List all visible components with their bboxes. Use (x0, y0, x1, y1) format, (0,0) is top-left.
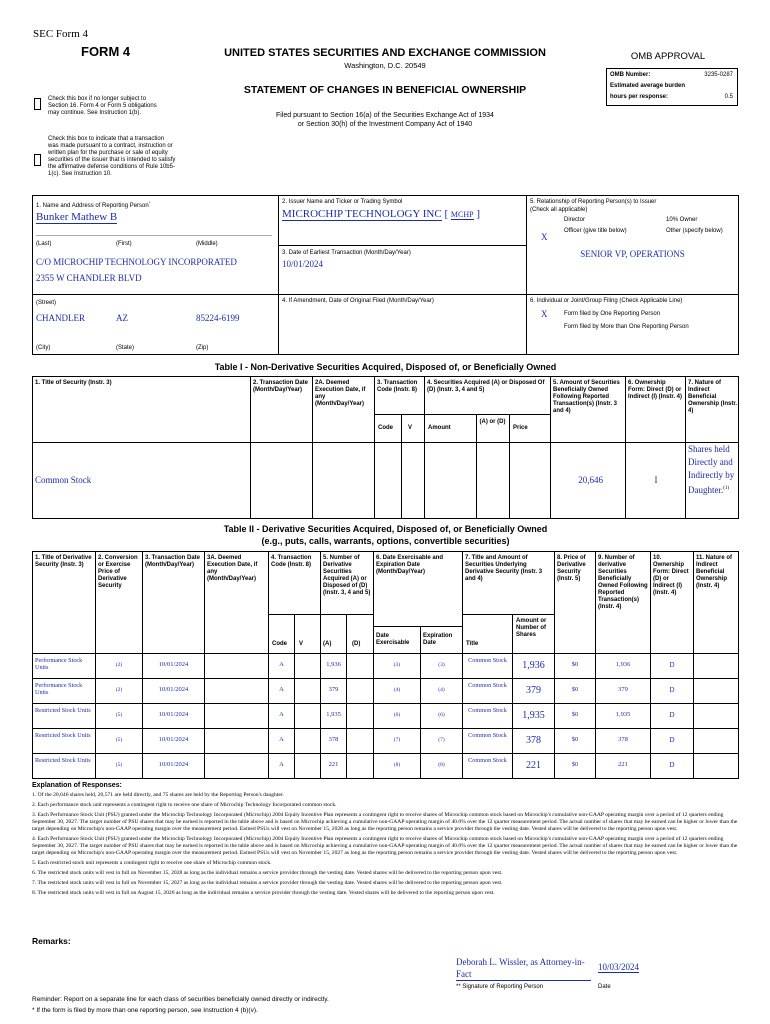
officer-title: SENIOR VP, OPERATIONS (580, 249, 685, 259)
t2-cell-date: 10/01/2024 (158, 711, 189, 718)
t2-cell-deriv-price: $0 (571, 761, 579, 768)
earliest-date-label: 3. Date of Earliest Transaction (Month/Day/Year) (282, 250, 411, 256)
t2-cell-price: (5) (115, 712, 123, 718)
t2-cell-und-title: Common Stock (468, 732, 507, 739)
t2-cell-form: D (669, 761, 675, 769)
t1-h-form: 6. Ownership Form: Direct (D) or Indirect (I) (Instr. 4) (628, 380, 683, 400)
t2-cell-title: Restricted Stock Units (35, 732, 91, 739)
omb-hours-value: 0.5 (724, 94, 733, 100)
issuer-name[interactable]: MICROCHIP TECHNOLOGY INC (282, 208, 442, 220)
t2-cell-amount: 1,935 (326, 711, 341, 718)
note-7: 7. The restricted stock units will vest in full on November 15, 2027 as long as the individual remains a service provider through the vesting date. Vested shares will be delivered to the reporting person upon vest. (32, 880, 503, 886)
omb-number-value: 3235-0287 (704, 72, 733, 78)
t2-h-exercisable: 6. Date Exercisable and Expiration Date (Month/Day/Year) (376, 555, 444, 575)
t2-cell-und-title: Common Stock (468, 682, 507, 689)
address-street: 2355 W CHANDLER BLVD (36, 273, 142, 283)
filing-label: 6. Individual or Joint/Group Filing (Check Applicable Line) (530, 298, 683, 304)
t2-cell-title: Performance Stock Units (35, 657, 83, 671)
t2-cell-price: (5) (115, 737, 123, 743)
t2-cell-owned: 1,935 (615, 711, 631, 718)
t2-cell-form: D (669, 736, 675, 744)
t2-h-sub-exercisable: Date Exercisable (376, 633, 410, 646)
t2-cell-und-title: Common Stock (468, 657, 507, 664)
t1-h-sub-amount: Amount (428, 425, 451, 431)
note-2: 2. Each performance stock unit represents a contingent right to receive one share of Microchip Technology Incorporated common stock. (32, 802, 337, 808)
t2-cell-form: D (669, 686, 675, 694)
t2-cell-owned: 378 (618, 736, 628, 743)
issuer-name-line: MICROCHIP TECHNOLOGY INC [ MCHP ] (282, 208, 480, 220)
t2-cell-expiration: (6) (438, 712, 445, 718)
note-5: 5. Each restricted stock unit represents a contingent right to receive one share of Microchip common stock. (32, 860, 272, 866)
filed-pursuant-2: or Section 30(h) of the Investment Company Act of 1940 (297, 121, 473, 128)
officer-mark[interactable]: X (541, 232, 548, 242)
t2-h-form: 10. Ownership Form: Direct (D) or Indirect (I) (Instr. 4) (653, 555, 689, 596)
signature-label: ** Signature of Reporting Person (456, 984, 544, 990)
t2-h-date: 3. Transaction Date (Month/Day/Year) (145, 555, 201, 568)
t1-h-sub-code: Code (378, 425, 393, 431)
t2-cell-expiration: (4) (438, 687, 445, 693)
omb-burden-label: Estimated average burden (610, 83, 686, 89)
t2-cell-deriv-price: $0 (571, 661, 579, 668)
statement-title: STATEMENT OF CHANGES IN BENEFICIAL OWNERSHIP (243, 84, 527, 96)
t2-cell-code: A (279, 761, 284, 768)
remarks-title: Remarks: (32, 936, 71, 946)
t1-h-date: 2. Transaction Date (Month/Day/Year) (253, 380, 309, 393)
issuer-ticker[interactable]: MCHP (450, 210, 474, 219)
t2-cell-date: 10/01/2024 (158, 661, 189, 668)
t2-cell-amount: 221 (328, 761, 339, 768)
t2-cell-und-amount: 1,935 (522, 710, 545, 721)
middle-label: (Middle) (196, 241, 218, 247)
t2-cell-exercisable: (8) (393, 762, 401, 768)
officer-label: Officer (give title below) (564, 228, 627, 234)
t1-h-deemed: 2A. Deemed Execution Date, if any (Month/Day/Year) (315, 380, 366, 407)
t2-cell-owned: 379 (618, 686, 628, 693)
address-city: CHANDLER (36, 313, 85, 323)
t2-cell-und-amount: 379 (526, 685, 541, 696)
note-1: 1. Of the 20,646 shares held, 20,571 are held directly, and 75 shares are held by the Reporting Person's daughter. (32, 792, 284, 798)
t2-cell-expiration: (3) (438, 662, 445, 668)
t2-cell-deriv-price: $0 (571, 711, 579, 718)
signature-date-label: Date (598, 984, 611, 990)
t2-cell-code: A (279, 661, 284, 668)
t2-cell-und-amount: 1,936 (522, 660, 545, 671)
t1-h-acquired: 4. Securities Acquired (A) or Disposed Of (D) (Instr. 3, 4 and 5) (427, 380, 545, 393)
t1-row-nature: Shares held Directly and Indirectly by Daughter.$^{(1)}$ (688, 444, 735, 495)
explanation-notes (32, 792, 738, 900)
t1-h-code: 3. Transaction Code (Instr. 8) (377, 380, 418, 393)
rule10b5-checkbox[interactable] (34, 154, 41, 166)
t1-h-sub-aord: (A) or (D) (479, 419, 506, 425)
t2-cell-date: 10/01/2024 (158, 686, 189, 693)
t2-h-sub-amount: Amount or Number of Shares (516, 618, 547, 638)
other-label: Other (specify below) (666, 228, 723, 234)
note-4: 4. Each Performance Stock Unit (PSU) granted under the Microchip Technology Incorporated (Microchip) 2004 Equity Incentive Plan represents a contingent right to receive shares of Microchip common stock based on Microchip's cumulative non-GAAP operating margin over a period of 12 quarters ending September 30, 2027. The target number of PSU shares that may be earned is reported in the table above and is based on Microchip achieving a cumulative non-GAAP operating margin of 40.0% over the 12 quarter measurement period. The actual number of shares that may be earned can be higher or lower than the target depending on Microchip's non-GAAP operating margin over the measurement period. Earned PSUs will vest on November 15, 2027 as long as the reporting person remains a service provider through the vesting date. Vested shares will be delivered to the reporting person upon vest. (32, 836, 738, 856)
t2-cell-deriv-price: $0 (571, 686, 579, 693)
t2-cell-owned: 221 (618, 761, 628, 768)
t2-cell-amount: 378 (328, 736, 339, 743)
reporting-person-label: 1. Name and Address of Reporting Person* (36, 200, 151, 209)
address-company: C/O MICROCHIP TECHNOLOGY INCORPORATED (36, 257, 237, 267)
signature-name[interactable]: Deborah L. Wissler, as Attorney-in-Fact (456, 956, 591, 981)
table1-title: Table I - Non-Derivative Securities Acquired, Disposed of, or Beneficially Owned (214, 362, 557, 372)
form-name: FORM 4 (81, 44, 131, 59)
t2-cell-und-title: Common Stock (468, 707, 507, 714)
director-label: Director (564, 217, 586, 223)
omb-hours-label: hours per response: (610, 94, 669, 100)
filing-one-mark[interactable]: X (541, 309, 548, 319)
t2-cell-date: 10/01/2024 (158, 736, 189, 743)
t2-h-code: 4. Transaction Code (Instr. 8) (271, 555, 312, 568)
issuer-label: 2. Issuer Name and Ticker or Trading Symbol (282, 199, 403, 205)
t2-cell-exercisable: (6) (393, 712, 401, 718)
note-8: 8. The restricted stock units will vest in full on August 15, 2026 as long as the individual remains a service provider through the vesting date. Vested shares will be delivered to the reporting person upon vest. (32, 890, 495, 896)
omb-number-label: OMB Number: (610, 72, 651, 78)
note-3: 3. Each Performance Stock Unit (PSU) granted under the Microchip Technology Incorporated (Microchip) 2004 Equity Incentive Plan represents a contingent right to receive shares of Microchip common stock based on Microchip's cumulative non-GAAP operating margin over a period of 12 quarters ending September 30, 2027. The target number of PSU shares that may be earned is reported in the table above and is based on Microchip achieving a cumulative non-GAAP operating margin of 40.0% over the 12 quarter measurement period. The actual number of shares that may be earned can be higher or lower than the target depending on Microchip's non-GAAP operating margin over the measurement period. Earned PSUs will vest on November 15, 2028 as long as the reporting person remains a service provider through the vesting date. Vested shares will be delivered to the reporting person upon vest. (32, 812, 738, 832)
omb-title: OMB APPROVAL (630, 51, 706, 62)
relationship-sub: (Check all applicable) (530, 207, 588, 213)
t2-cell-title: Restricted Stock Units (35, 707, 91, 714)
t2-h-number: 5. Number of Derivative Securities Acquired (A) or Disposed of (D) (Instr. 3, 4 and 5) (323, 555, 371, 596)
t2-cell-form: D (669, 711, 675, 719)
t1-h-sub-v: V (408, 425, 413, 431)
t2-h-deemed: 3A. Deemed Execution Date, if any (Month/Day/Year) (207, 555, 258, 582)
table2-title: Table II - Derivative Securities Acquired, Disposed of, or Beneficially Owned (223, 524, 548, 534)
signature-date: 10/03/2024 (598, 962, 640, 972)
agency-name: UNITED STATES SECURITIES AND EXCHANGE COMMISSION (224, 47, 546, 59)
t2-cell-expiration: (7) (438, 737, 445, 743)
t2-cell-title: Restricted Stock Units (35, 757, 91, 764)
t2-cell-amount: 1,936 (326, 661, 341, 668)
t2-cell-deriv-price: $0 (571, 736, 579, 743)
t2-cell-price: (2) (115, 687, 123, 693)
t2-cell-price: (5) (115, 762, 123, 768)
table2-subtitle: (e.g., puts, calls, warrants, options, convertible securities) (261, 536, 510, 546)
t2-cell-price: (2) (115, 662, 123, 668)
agency-city: Washington, D.C. 20549 (344, 61, 426, 70)
reporting-person-name[interactable]: Bunker Mathew B (36, 211, 118, 223)
t1-h-amount: 5. Amount of Securities Beneficially Owned Following Reported Transaction(s) (Instr. 3 and 4) (553, 380, 620, 414)
amendment-label: 4. If Amendment, Date of Original Filed (Month/Day/Year) (282, 298, 434, 304)
state-label: (State) (116, 345, 135, 351)
filing-many-label: Form filed by More than One Reporting Person (564, 324, 689, 330)
note-6: 6. The restricted stock units will vest in full on November 15, 2028 as long as the individual remains a service provider through the vesting date. Vested shares will be delivered to the reporting person upon vest. (32, 870, 503, 876)
t2-cell-title: Performance Stock Units (35, 682, 83, 696)
t2-cell-exercisable: (7) (393, 737, 401, 743)
earliest-date: 10/01/2024 (282, 259, 324, 269)
t2-cell-code: A (279, 736, 284, 743)
t2-h-sub-a: (A) (323, 641, 332, 647)
t2-cell-date: 10/01/2024 (158, 761, 189, 768)
t2-h-sub-code: Code (272, 641, 287, 647)
t1-h-nature: 7. Nature of Indirect Beneficial Ownership (Instr. 4) (688, 380, 738, 414)
t2-h-sub-expiration: Expiration Date (423, 633, 453, 646)
t2-cell-und-title: Common Stock (468, 757, 507, 764)
city-label: (City) (36, 345, 51, 351)
last-label: (Last) (36, 241, 52, 247)
ten-percent-label: 10% Owner (666, 217, 698, 223)
t2-h-sub-title: Title (466, 641, 479, 647)
t2-cell-form: D (669, 661, 675, 669)
t2-cell-exercisable: (3) (393, 662, 401, 668)
filing-one-label: Form filed by One Reporting Person (564, 311, 661, 317)
first-label: (First) (116, 241, 132, 247)
t2-h-price: 2. Conversion or Exercise Price of Derivative Security (98, 555, 138, 589)
explanation-title: Explanation of Responses: (32, 782, 122, 789)
section16-checkbox[interactable] (34, 98, 41, 110)
t1-row-owned: 20,646 (578, 475, 603, 485)
t2-h-underlying: 7. Title and Amount of Securities Underlying Derivative Security (Instr. 3 and 4) (465, 555, 543, 582)
t2-cell-code: A (279, 711, 284, 718)
t1-h-title: 1. Title of Security (Instr. 3) (35, 380, 112, 386)
t2-cell-owned: 1,936 (615, 661, 631, 668)
t2-h-sub-v: V (299, 641, 304, 647)
t2-h-owned: 9. Number of derivative Securities Beneficially Owned Following Reported Transaction(s) (Instr. 4) (598, 555, 648, 610)
sec-form-label: SEC Form 4 (33, 28, 89, 40)
section16-text: Check this box if no longer subject to Section 16. Form 4 or Form 5 obligations may continue. See Instruction 1(b). (48, 96, 157, 116)
t1-row-form: I (654, 475, 658, 485)
t2-cell-und-amount: 221 (526, 760, 541, 771)
t2-h-title: 1. Title of Derivative Security (Instr. 3) (35, 555, 92, 568)
footer-reminder: Reminder: Report on a separate line for each class of securities beneficially owned directly or indirectly. (32, 996, 329, 1003)
t2-h-sub-d: (D) (352, 641, 361, 647)
rule10b5-text: Check this box to indicate that a transaction was made pursuant to a contract, instruction or written plan for the purchase or sale of equity securities of the issuer that is intended to satisfy the affirmative defense conditions of Rule 10b5-1(c). See Instruction 10. (48, 136, 176, 177)
footer-instruction: * If the form is filed by more than one reporting person, see Instruction 4 (b)(v). (32, 1007, 258, 1014)
t1-row-title: Common Stock (35, 475, 92, 485)
t2-cell-code: A (279, 686, 284, 693)
address-state: AZ (116, 313, 128, 323)
street-label: (Street) (36, 300, 57, 306)
t2-h-nature: 11. Nature of Indirect Beneficial Ownership (Instr. 4) (696, 555, 733, 589)
t2-cell-amount: 379 (328, 686, 339, 693)
t1-h-sub-price: Price (513, 425, 528, 431)
t2-h-deriv-price: 8. Price of Derivative Security (Instr. 5) (557, 555, 586, 582)
t2-cell-und-amount: 378 (526, 735, 541, 746)
address-zip: 85224-6199 (196, 313, 240, 323)
t2-cell-expiration: (8) (438, 762, 445, 768)
t2-cell-exercisable: (4) (393, 687, 401, 693)
relationship-label: 5. Relationship of Reporting Person(s) to Issuer (530, 199, 657, 205)
filed-pursuant-1: Filed pursuant to Section 16(a) of the Securities Exchange Act of 1934 (276, 112, 494, 119)
zip-label: (Zip) (196, 345, 209, 351)
